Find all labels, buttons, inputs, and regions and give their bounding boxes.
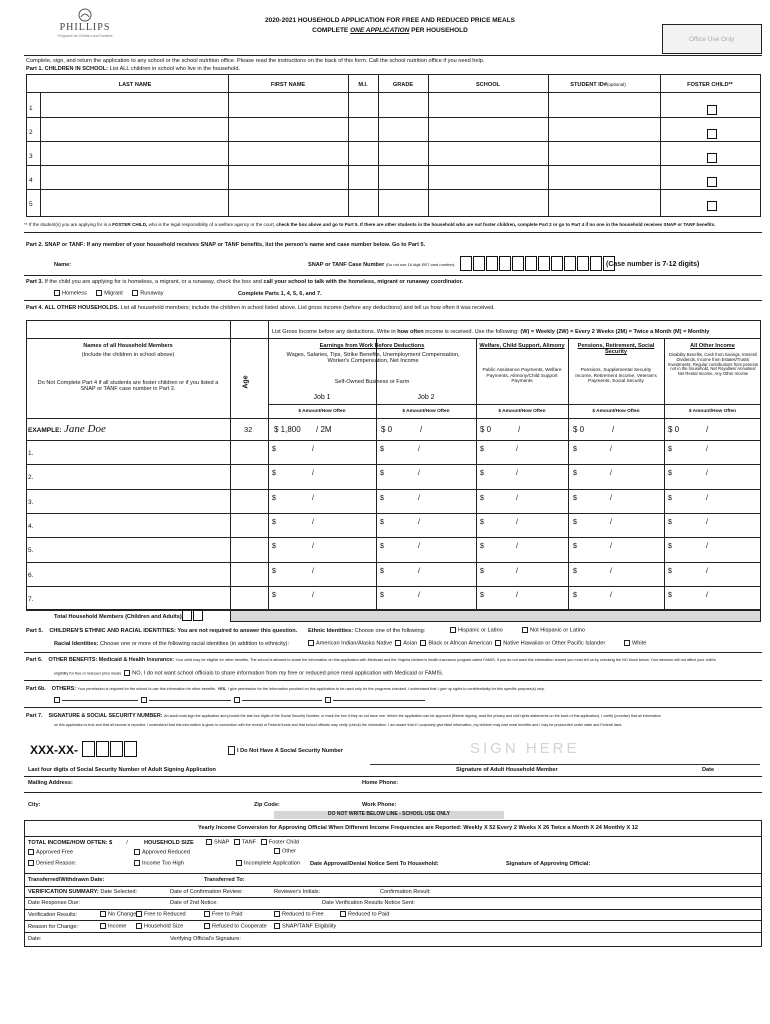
total-members-boxes[interactable] bbox=[182, 609, 204, 621]
amount-slash: / bbox=[516, 470, 518, 478]
amount-dollar: $ bbox=[272, 567, 276, 575]
amount-slash: / bbox=[610, 543, 612, 551]
intro-text: Complete, sign, and return the application to any school or the school nutrition office. Please read the instructions on the back of this form. Call the school nutrition office if you need help. bbox=[26, 58, 485, 64]
amount-dollar: $ bbox=[573, 543, 577, 551]
ssn-last4-boxes[interactable] bbox=[82, 741, 138, 757]
hispanic-checkbox[interactable] bbox=[450, 627, 456, 633]
example-label: EXAMPLE: bbox=[28, 427, 62, 434]
example-name: Jane Doe bbox=[64, 423, 106, 435]
not-hispanic-checkbox[interactable] bbox=[522, 627, 528, 633]
amount-dollar: $ bbox=[668, 567, 672, 575]
case-number-boxes[interactable] bbox=[460, 256, 616, 271]
amount-slash: / bbox=[706, 494, 708, 502]
amount-dollar: $ bbox=[668, 494, 672, 502]
amount-dollar: $ bbox=[380, 591, 384, 599]
amount-slash: / bbox=[706, 470, 708, 478]
amount-dollar: $ bbox=[272, 446, 276, 453]
amount-dollar: $ bbox=[573, 591, 577, 599]
logo-emblem-icon bbox=[74, 8, 96, 22]
part1-row-num: 2 bbox=[29, 129, 33, 136]
amount-dollar: $ bbox=[380, 470, 384, 478]
amount-slash: / bbox=[312, 567, 314, 575]
amount-dollar: $ bbox=[573, 567, 577, 575]
part3-options: Homeless Migrant Runaway bbox=[54, 290, 164, 297]
amount-slash: / bbox=[516, 567, 518, 575]
foster-child-checkbox[interactable] bbox=[707, 153, 717, 163]
member-row-num: 5. bbox=[28, 547, 34, 555]
signature-line[interactable] bbox=[370, 764, 760, 765]
amount-dollar: $ bbox=[480, 446, 484, 453]
amount-dollar: $ bbox=[668, 543, 672, 551]
amount-slash: / bbox=[610, 446, 612, 453]
runaway-checkbox[interactable] bbox=[132, 290, 138, 296]
amount-slash: / bbox=[610, 518, 612, 526]
member-row-num: 3. bbox=[28, 498, 34, 506]
part6b-text: Part 6b. OTHERS: Your permission is required for the school to use this information for other benefits. YES, I give permission for the information provided on this application to be used only for the programs checked. I understand that I give up rights to confidentiality for this specific purpose(s) only. bbox=[26, 686, 545, 692]
amount-dollar: $ bbox=[272, 518, 276, 526]
amount-dollar: $ bbox=[668, 446, 672, 453]
black-checkbox[interactable] bbox=[420, 640, 426, 646]
amount-dollar: $ bbox=[573, 446, 577, 453]
member-row-num: 4. bbox=[28, 522, 34, 530]
logo-tagline: Programs for Children and Families bbox=[57, 33, 113, 38]
asian-checkbox[interactable] bbox=[395, 640, 401, 646]
amount-slash: / bbox=[516, 446, 518, 453]
amount-dollar: $ bbox=[272, 591, 276, 599]
part6b-program-lines[interactable] bbox=[54, 697, 425, 704]
total-members-label: Total Household Members (Children and Adults) bbox=[54, 614, 182, 620]
amount-dollar: $ bbox=[272, 470, 276, 478]
amount-slash: / bbox=[610, 470, 612, 478]
amount-slash: / bbox=[706, 518, 708, 526]
member-row-num: 7. bbox=[28, 595, 34, 603]
part3-text: Part 3. If the child you are applying for is homeless, a migrant, or a runaway, check the box and call your school to talk with the homeless, migrant or runaway coordinator. bbox=[26, 279, 464, 285]
medicaid-no-checkbox[interactable] bbox=[124, 670, 130, 676]
ssn-prefix: XXX-XX- bbox=[30, 743, 79, 757]
amount-slash: / bbox=[706, 543, 708, 551]
part1-title: Part 1. CHILDREN IN SCHOOL: List ALL children in school who live in the household. bbox=[26, 66, 241, 72]
amount-dollar: $ bbox=[480, 567, 484, 575]
amount-dollar: $ bbox=[380, 567, 384, 575]
migrant-checkbox[interactable] bbox=[96, 290, 102, 296]
amount-slash: / bbox=[610, 591, 612, 599]
city[interactable]: City: bbox=[28, 802, 41, 808]
income-conversion: Yearly Income Conversion for Approving Official When Different Income Frequencies are Reported: Weekly X 52 Every 2 Weeks X 26 Twice a Month X 24 Monthly X 12 bbox=[198, 825, 638, 831]
part1-table bbox=[26, 74, 761, 217]
part4-intro: List Gross Income before any deductions. Write in how often income is received. Use the following: (W) = Weekly (2W) = Every 2 Weeks (2M) = Twice a Month (M) = Monthly bbox=[272, 329, 710, 335]
part1-row-num: 4 bbox=[29, 177, 33, 184]
amount-slash: / bbox=[312, 591, 314, 599]
amount-dollar: $ bbox=[480, 518, 484, 526]
amount-slash: / bbox=[418, 567, 420, 575]
amount-dollar: $ bbox=[573, 494, 577, 502]
form-subtitle: COMPLETE ONE APPLICATION PER HOUSEHOLD bbox=[312, 27, 468, 34]
amount-dollar: $ bbox=[380, 494, 384, 502]
amount-slash: / bbox=[516, 543, 518, 551]
foster-child-checkbox[interactable] bbox=[707, 129, 717, 139]
amount-slash: / bbox=[312, 446, 314, 453]
amount-dollar: $ bbox=[668, 591, 672, 599]
logo bbox=[55, 8, 115, 42]
amount-slash: / bbox=[418, 591, 420, 599]
amount-slash: / bbox=[610, 567, 612, 575]
form-title: 2020-2021 HOUSEHOLD APPLICATION FOR FREE AND REDUCED PRICE MEALS bbox=[264, 17, 516, 24]
ai-checkbox[interactable] bbox=[308, 640, 314, 646]
zip-code[interactable]: Zip Code: bbox=[254, 802, 280, 808]
foster-child-checkbox[interactable] bbox=[707, 105, 717, 115]
case-number-label: SNAP or TANF Case Number (Do not use 16 digit EBT card number): bbox=[308, 262, 456, 268]
amount-slash: / bbox=[312, 470, 314, 478]
example-age: 32 bbox=[244, 425, 253, 434]
ethnic-identities: Ethnic Identities: Choose one of the following: bbox=[308, 628, 426, 634]
amount-dollar: $ bbox=[480, 543, 484, 551]
amount-slash: / bbox=[418, 470, 420, 478]
foster-note: ** If the student(s) you are applying for is a FOSTER CHILD, who is the legal responsibility of a welfare agency or the court, check the box above and go to Part 5. If there are other students in the household who are not foster children, complete Part 2 or go to Part 4 if no one in the household receives SNAP or TANF benefits. bbox=[24, 222, 716, 227]
white-checkbox[interactable] bbox=[624, 640, 630, 646]
amount-dollar: $ bbox=[573, 518, 577, 526]
amount-dollar: $ bbox=[668, 518, 672, 526]
amount-dollar: $ bbox=[380, 518, 384, 526]
amount-dollar: $ bbox=[380, 543, 384, 551]
part2-title: Part 2. SNAP or TANF: If any member of your household receives SNAP or TANF benefits, list the person's name and case number below. Go to Part 5. bbox=[26, 242, 426, 248]
mailing-address[interactable]: Mailing Address: bbox=[28, 780, 73, 786]
amount-slash: / bbox=[418, 518, 420, 526]
part4-title: Part 4. ALL OTHER HOUSEHOLDS. List all household members; include the children in school listed above. List gross income (before any deductions) and tell us how often it was received. bbox=[26, 305, 495, 311]
amount-slash: / bbox=[610, 494, 612, 502]
part3-complete: Complete Parts 1, 4, 5, 6, and 7. bbox=[238, 291, 322, 297]
amount-slash: / bbox=[312, 518, 314, 526]
nh-checkbox[interactable] bbox=[495, 640, 501, 646]
amount-slash: / bbox=[516, 494, 518, 502]
amount-dollar: $ bbox=[380, 446, 384, 453]
age-header: Age bbox=[242, 375, 250, 389]
case-number-hint: (Case number is 7-12 digits) bbox=[606, 261, 700, 268]
foster-child-checkbox[interactable] bbox=[707, 201, 717, 211]
part7-text: Part 7. SIGNATURE & SOCIAL SECURITY NUMBER: An adult must sign the application and provide the last four digits of the Social Security Number, or mark the box if they do not have one, before the application can be approved (Before signing, read the privacy and civil rights statements on the back of this application). I certify (promise) that all information bbox=[26, 713, 661, 719]
home-phone[interactable]: Home Phone: bbox=[362, 780, 399, 786]
work-phone[interactable]: Work Phone: bbox=[362, 802, 397, 808]
amount-dollar: $ bbox=[480, 494, 484, 502]
member-row-num: 1. bbox=[28, 450, 34, 457]
amount-slash: / bbox=[706, 591, 708, 599]
office-use-box: Office Use Only bbox=[662, 24, 762, 54]
amount-slash: / bbox=[516, 518, 518, 526]
amount-dollar: $ bbox=[272, 494, 276, 502]
part2-name-label: Name: bbox=[54, 262, 72, 268]
amount-slash: / bbox=[312, 543, 314, 551]
no-ssn-checkbox[interactable] bbox=[228, 746, 235, 755]
racial-identities: Racial Identities: Choose one or more of the following racial identities (in addition to ethnicity): bbox=[54, 641, 290, 647]
amount-slash: / bbox=[516, 591, 518, 599]
member-row-num: 2. bbox=[28, 474, 34, 482]
foster-child-checkbox[interactable] bbox=[707, 177, 717, 187]
part1-row-num: 3 bbox=[29, 153, 33, 160]
part1-row-num: 1 bbox=[29, 105, 33, 112]
amount-slash: / bbox=[418, 543, 420, 551]
homeless-checkbox[interactable] bbox=[54, 290, 60, 296]
part6-text: Part 6. OTHER BENEFITS: Medicaid & Health Insurance: Your child may be eligible for other benefits. The school is allowed to share the information on this application with Medicaid and the Virginia children's health insurance program called FAMIS. If you do not want this information shared you must tell us by checking the NO block below. Your decision will not affect your child's bbox=[26, 657, 717, 663]
amount-slash: / bbox=[706, 446, 708, 453]
amount-dollar: $ bbox=[668, 470, 672, 478]
amount-slash: / bbox=[418, 494, 420, 502]
amount-dollar: $ bbox=[272, 543, 276, 551]
part5-title: Part 5. CHILDREN'S ETHNIC AND RACIAL IDENTITIES: You are not required to answer this question. bbox=[26, 628, 298, 634]
amount-slash: / bbox=[418, 446, 420, 453]
amount-slash: / bbox=[706, 567, 708, 575]
part1-row-num: 5 bbox=[29, 201, 33, 208]
amount-dollar: $ bbox=[480, 470, 484, 478]
member-row-num: 6. bbox=[28, 571, 34, 579]
sign-here-watermark: SIGN HERE bbox=[470, 740, 580, 757]
amount-slash: / bbox=[312, 494, 314, 502]
logo-name: PHILLIPS bbox=[59, 22, 111, 33]
amount-dollar: $ bbox=[480, 591, 484, 599]
amount-dollar: $ bbox=[573, 470, 577, 478]
